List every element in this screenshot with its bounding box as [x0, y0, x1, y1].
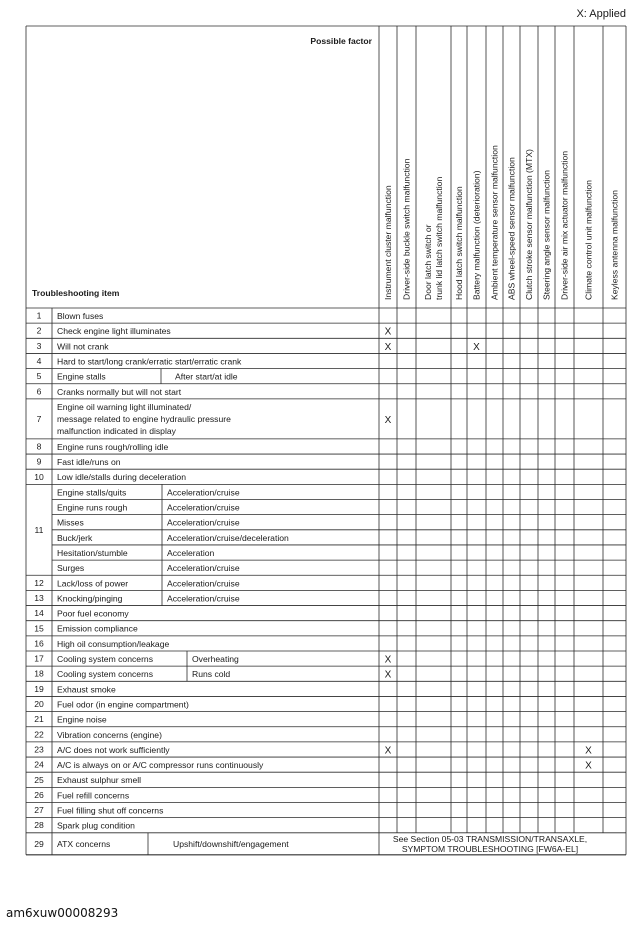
- troubleshooting-item: Hesitation/stumble: [57, 547, 128, 558]
- troubleshooting-item: Cooling system concerns: [57, 669, 154, 680]
- possible-factor-label: Possible factor: [310, 36, 372, 46]
- troubleshooting-item: Misses: [57, 517, 84, 528]
- row-number: 10: [34, 471, 44, 482]
- column-header: Clutch stroke sensor malfunction (MTX): [524, 149, 534, 300]
- condition: Acceleration/cruise/deceleration: [167, 532, 289, 543]
- column-header: Keyless antenna malfunction: [609, 190, 620, 300]
- troubleshooting-item: Emission compliance: [57, 623, 138, 634]
- row-number: 2: [36, 325, 42, 336]
- row-number: 25: [34, 774, 44, 785]
- troubleshooting-item: Knocking/pinging: [57, 593, 123, 604]
- row-number: 21: [34, 714, 44, 725]
- condition: Acceleration/cruise: [167, 502, 240, 513]
- condition: Acceleration/cruise: [167, 578, 240, 589]
- troubleshooting-item: message related to engine hydraulic pressure: [57, 413, 231, 424]
- column-header: Door latch switch or: [423, 224, 433, 300]
- row-number: 8: [36, 441, 42, 452]
- row-number: 11: [34, 524, 44, 535]
- row-number: 26: [34, 789, 44, 800]
- row-number: 20: [34, 699, 44, 710]
- row-number: 17: [34, 653, 44, 664]
- row-number: 24: [34, 759, 44, 770]
- troubleshooting-item: A/C does not work sufficiently: [57, 744, 170, 755]
- see-reference: See Section 05-03 TRANSMISSION/TRANSAXLE,: [392, 833, 588, 844]
- troubleshooting-item: Engine stalls: [57, 371, 106, 382]
- applied-mark: X: [384, 414, 392, 426]
- troubleshooting-item: ATX concerns: [57, 838, 111, 849]
- column-header: Climate control unit malfunction: [583, 180, 594, 300]
- condition: Overheating: [192, 654, 239, 664]
- applied-mark: X: [384, 745, 392, 757]
- applied-mark: X: [384, 654, 392, 666]
- condition: Acceleration/cruise: [167, 487, 240, 498]
- row-number: 29: [34, 838, 44, 849]
- row-number: 28: [34, 820, 44, 831]
- troubleshooting-item: Surges: [57, 563, 85, 574]
- figure-caption: am6xuw00008293: [6, 906, 119, 920]
- troubleshooting-item: Fuel odor (in engine compartment): [57, 699, 189, 710]
- troubleshooting-item: Will not crank: [57, 341, 109, 352]
- troubleshooting-item: A/C is always on or A/C compressor runs continuously: [57, 760, 264, 771]
- troubleshooting-item: Low idle/stalls during deceleration: [57, 472, 186, 483]
- troubleshooting-item: Engine runs rough: [57, 502, 128, 513]
- row-number: 1: [36, 310, 42, 321]
- row-number: 12: [34, 577, 44, 588]
- legend: X: Applied: [576, 8, 626, 20]
- troubleshooting-item: Lack/loss of power: [57, 578, 129, 589]
- column-header: ABS wheel-speed sensor malfunction: [506, 157, 517, 300]
- column-header: Ambient temperature sensor malfunction: [489, 145, 500, 300]
- applied-mark: X: [473, 341, 480, 353]
- troubleshooting-item: Engine oil warning light illuminated/: [57, 401, 192, 412]
- troubleshooting-item: Buck/jerk: [57, 532, 93, 543]
- applied-mark: X: [585, 745, 592, 757]
- column-header: Battery malfunction (deterioration): [471, 170, 482, 300]
- troubleshooting-item: Fast idle/runs on: [57, 457, 121, 468]
- troubleshooting-item: Check engine light illuminates: [57, 326, 171, 337]
- troubleshooting-item: Blown fuses: [57, 311, 104, 321]
- troubleshooting-item: Cooling system concerns: [57, 654, 154, 664]
- condition: Acceleration: [167, 547, 215, 558]
- troubleshooting-item: Engine stalls/quits: [57, 487, 127, 498]
- troubleshooting-item: Cranks normally but will not start: [57, 386, 182, 397]
- condition: Runs cold: [192, 669, 231, 680]
- troubleshooting-item: Spark plug condition: [57, 820, 135, 831]
- troubleshooting-item: malfunction indicated in display: [57, 425, 176, 436]
- column-header: Instrument cluster malfunction: [383, 185, 393, 300]
- troubleshooting-item: Vibration concerns (engine): [57, 729, 162, 740]
- row-number: 18: [34, 668, 44, 679]
- troubleshooting-item: Fuel filling shut off concerns: [57, 805, 164, 816]
- column-header: Driver-side buckle switch malfunction: [401, 158, 412, 300]
- troubleshooting-item: High oil consumption/leakage: [57, 638, 170, 649]
- column-header: Driver-side air mix actuator malfunction: [559, 150, 570, 300]
- condition: After start/at idle: [175, 371, 238, 382]
- see-reference: SYMPTOM TROUBLESHOOTING [FW6A-EL]: [401, 843, 579, 854]
- troubleshooting-item: Hard to start/long crank/erratic start/erratic crank: [57, 356, 242, 367]
- condition: Acceleration/cruise: [167, 593, 240, 604]
- row-number: 14: [34, 608, 44, 619]
- row-number: 23: [34, 744, 44, 755]
- row-number: 22: [34, 729, 44, 740]
- troubleshooting-item: Fuel refill concerns: [57, 790, 130, 801]
- applied-mark: X: [384, 326, 392, 338]
- column-header: Steering angle sensor malfunction: [541, 170, 552, 300]
- troubleshooting-item: Engine runs rough/rolling idle: [57, 441, 169, 452]
- troubleshooting-item-label: Troubleshooting item: [32, 288, 120, 298]
- condition: Acceleration/cruise: [167, 517, 240, 528]
- row-number: 15: [34, 623, 44, 634]
- row-number: 7: [36, 413, 42, 424]
- column-header: trunk lid latch switch malfunction: [434, 176, 444, 300]
- troubleshooting-item: Exhaust smoke: [57, 684, 116, 695]
- condition: Acceleration/cruise: [167, 563, 240, 574]
- troubleshooting-item: Engine noise: [57, 714, 107, 725]
- row-number: 13: [34, 592, 44, 603]
- row-number: 5: [36, 371, 42, 382]
- column-header: Hood latch switch malfunction: [454, 186, 464, 300]
- applied-mark: X: [384, 669, 392, 681]
- row-number: 16: [34, 638, 44, 649]
- condition: Upshift/downshift/engagement: [173, 838, 289, 849]
- row-number: 3: [36, 340, 42, 351]
- applied-mark: X: [585, 760, 592, 772]
- row-number: 6: [36, 386, 42, 397]
- row-number: 27: [34, 805, 44, 816]
- troubleshooting-item: Exhaust sulphur smell: [57, 775, 142, 786]
- row-number: 19: [34, 683, 44, 694]
- row-number: 4: [36, 356, 42, 367]
- row-number: 9: [36, 456, 42, 467]
- troubleshooting-item: Poor fuel economy: [57, 608, 129, 619]
- applied-mark: X: [384, 341, 392, 353]
